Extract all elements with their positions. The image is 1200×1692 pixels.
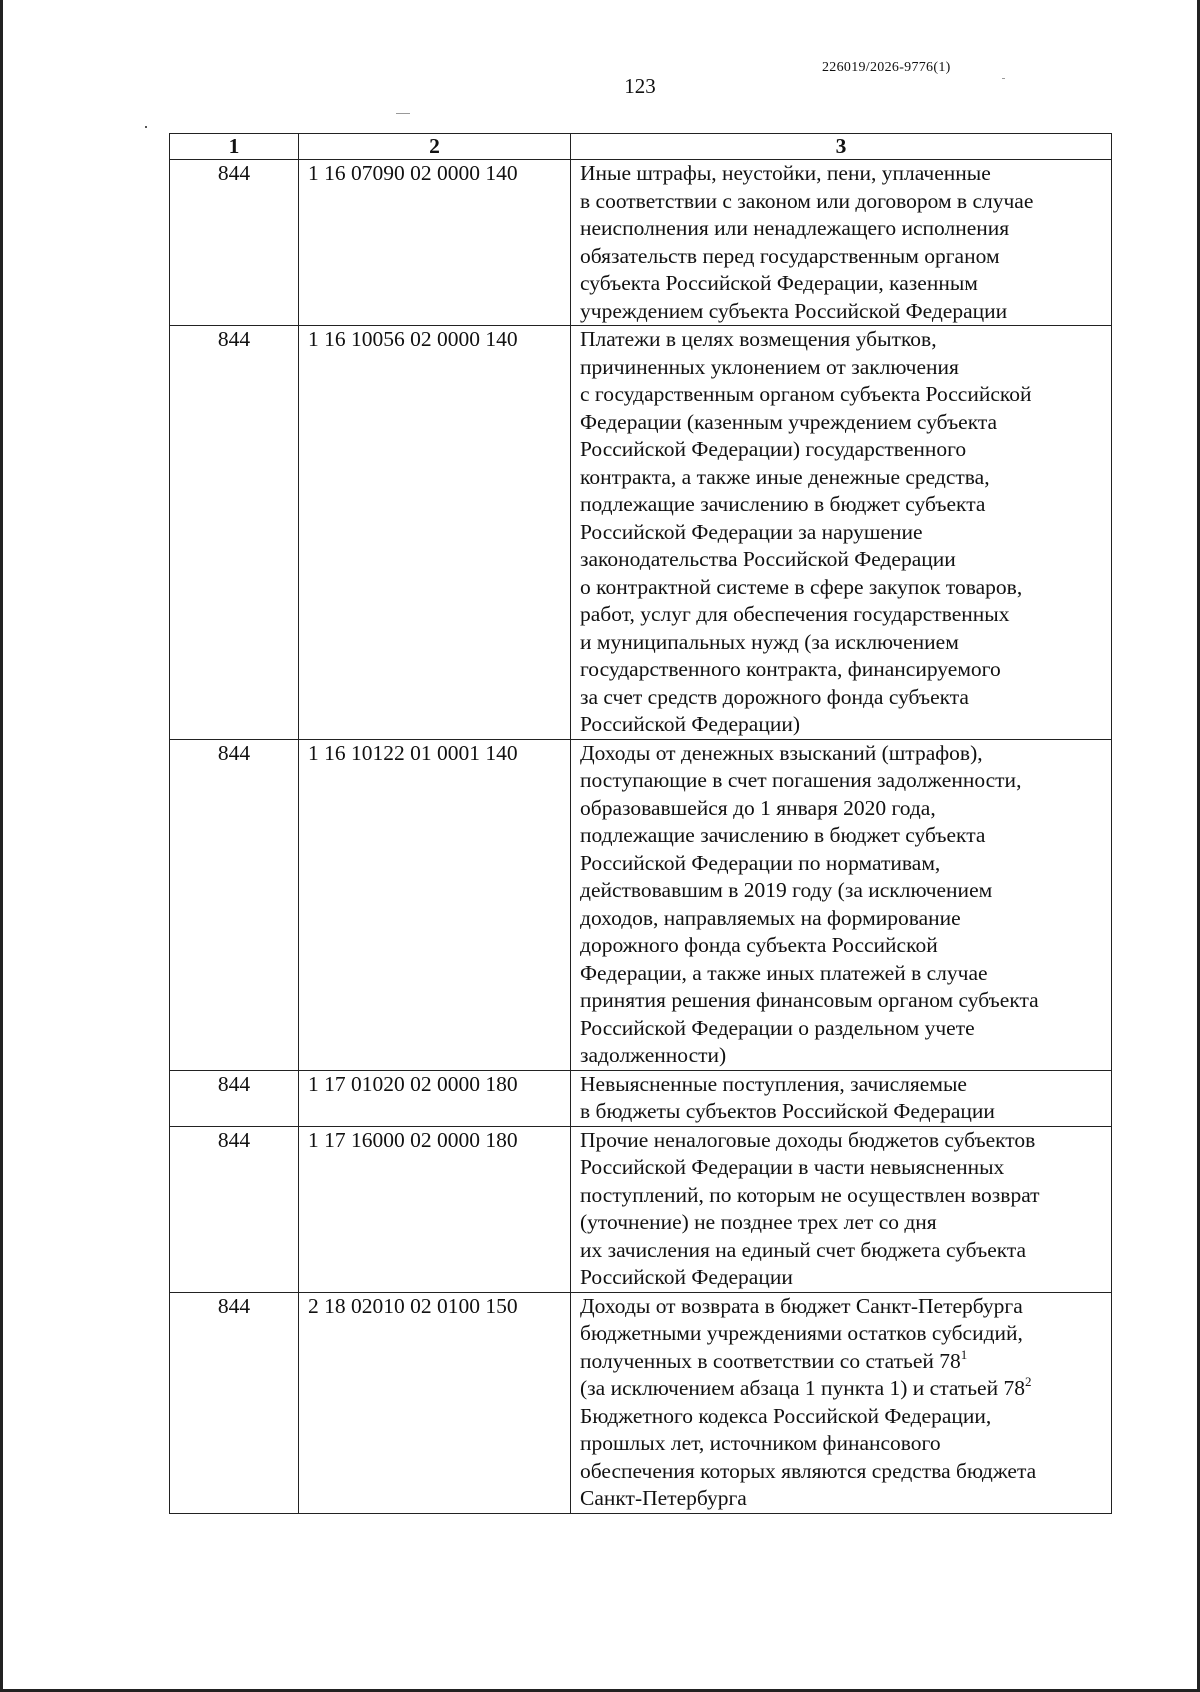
description-line-text: Российской Федерации по нормативам, [580, 850, 941, 875]
description-line-text: Российской Федерации) государственного [580, 437, 967, 461]
budget-codes-table [169, 133, 1112, 1514]
description-line [580, 1042, 1103, 1070]
description-line [580, 932, 1103, 960]
description-line-text: Доходы от денежных взысканий (штрафов), [580, 740, 983, 765]
description-line [580, 1430, 1103, 1458]
column-header-2: 2 [299, 134, 571, 160]
table-header-row [170, 134, 1112, 160]
revenue-description-cell [571, 160, 1112, 326]
administrator-code-cell: 844 [170, 326, 299, 740]
description-line-text: о контрактной системе в сфере закупок товаров, [580, 574, 1023, 599]
description-line [580, 436, 1103, 464]
description-line-text: подлежащие зачислению в бюджет субъекта [580, 492, 986, 516]
description-line [580, 1237, 1103, 1265]
article-superscript: 1 [960, 1346, 968, 1362]
description-line-text: доходов, направляемых на формирование [580, 905, 961, 930]
description-line-text: в соответствии с законом или договором в случае [580, 188, 1034, 213]
description-line [580, 767, 1103, 795]
description-line [580, 381, 1103, 409]
scan-speck [145, 126, 147, 128]
description-line-text: Российской Федерации [580, 1265, 793, 1289]
description-line [580, 1182, 1103, 1210]
description-line [580, 905, 1103, 933]
description-line-text: с государственным органом субъекта Российской [580, 382, 1032, 406]
description-line-text: Федерации (казенным учреждением субъекта [580, 409, 998, 434]
revenue-description-cell [571, 1070, 1112, 1126]
description-line-text: (уточнение) не позднее трех лет со дня [580, 1210, 937, 1234]
description-line-text: в бюджеты субъектов Российской Федерации [580, 1099, 995, 1123]
description-line-text: прошлых лет, источником финансового [580, 1431, 941, 1455]
table-row [170, 160, 1112, 326]
budget-classification-code-cell: 1 17 16000 02 0000 180 [299, 1126, 571, 1292]
description-line [580, 1015, 1103, 1043]
administrator-code-cell: 844 [170, 1292, 299, 1513]
page-number: 123 [624, 74, 656, 98]
article-superscript: 2 [1024, 1374, 1032, 1389]
description-line-text: Прочие неналоговые доходы бюджетов субъектов [580, 1127, 1036, 1152]
description-line-text: и муниципальных нужд (за исключением [580, 629, 959, 654]
table-row [170, 1070, 1112, 1126]
description-line [580, 298, 1103, 326]
description-line [580, 850, 1103, 878]
description-line-text: поступающие в счет погашения задолженности, [580, 768, 1022, 792]
description-line-text: контракта, а также иные денежные средства, [580, 464, 990, 489]
description-line-text: Российской Федерации о раздельном учете [580, 1015, 975, 1040]
description-line [580, 1485, 1103, 1513]
description-line-text: Иные штрафы, неустойки, пени, уплаченные [580, 161, 991, 185]
column-header-1: 1 [170, 134, 299, 160]
budget-classification-code-cell: 1 17 01020 02 0000 180 [299, 1070, 571, 1126]
description-line [580, 1209, 1103, 1237]
description-line [580, 574, 1103, 602]
description-line-text: учреждением субъекта Российской Федерации [580, 298, 1008, 323]
description-line [580, 1127, 1103, 1155]
description-line-text: Доходы от возврата в бюджет Санкт-Петербурга [580, 1293, 1023, 1318]
description-line-text: Невыясненные поступления, зачисляемые [580, 1071, 967, 1096]
description-line [580, 546, 1103, 574]
table-row [170, 326, 1112, 740]
description-line [580, 740, 1103, 768]
description-line-text: принятия решения финансовым органом субъекта [580, 988, 1039, 1012]
scan-speck [396, 113, 410, 114]
description-line-text: их зачисления на единый счет бюджета субъекта [580, 1237, 1027, 1262]
description-line-text: причиненных уклонением от заключения [580, 354, 959, 379]
description-line [580, 711, 1103, 739]
description-line-text: обязательств перед государственным органом [580, 243, 1000, 268]
revenue-description-cell [571, 326, 1112, 740]
description-line [580, 629, 1103, 657]
budget-classification-code-cell: 2 18 02010 02 0100 150 [299, 1292, 571, 1513]
administrator-code-cell: 844 [170, 739, 299, 1070]
description-line-text: Российской Федерации) [580, 712, 801, 736]
description-line [580, 1375, 1103, 1403]
document-registration-number: 226019/2026-9776(1) [822, 60, 951, 75]
description-line [580, 684, 1103, 712]
administrator-code-cell: 844 [170, 160, 299, 326]
description-line [580, 877, 1103, 905]
revenue-description-cell [571, 1292, 1112, 1513]
description-line [580, 822, 1103, 850]
description-line-text: работ, услуг для обеспечения государственных [580, 602, 1010, 626]
table-row [170, 1126, 1112, 1292]
column-header-3: 3 [571, 134, 1112, 160]
description-line [580, 188, 1103, 216]
description-line [580, 1071, 1103, 1099]
description-line [580, 1320, 1103, 1348]
description-line [580, 1154, 1103, 1182]
description-line-text: Бюджетного кодекса Российской Федерации, [580, 1403, 992, 1428]
description-line [580, 215, 1103, 243]
administrator-code-cell: 844 [170, 1070, 299, 1126]
revenue-description-cell [571, 739, 1112, 1070]
description-line [580, 160, 1103, 188]
budget-classification-code-cell: 1 16 10122 01 0001 140 [299, 739, 571, 1070]
description-line [580, 795, 1103, 823]
budget-classification-code-cell: 1 16 10056 02 0000 140 [299, 326, 571, 740]
description-line [580, 656, 1103, 684]
description-line-text: полученных в соответствии со статьей 78 [580, 1348, 961, 1373]
description-line [580, 270, 1103, 298]
description-line [580, 409, 1103, 437]
description-line [580, 1348, 1103, 1376]
description-line [580, 1403, 1103, 1431]
administrator-code-cell: 844 [170, 1126, 299, 1292]
description-line-text: поступлений, по которым не осуществлен возврат [580, 1182, 1040, 1207]
description-line-text: Российской Федерации в части невыясненных [580, 1155, 1005, 1179]
description-line [580, 987, 1103, 1015]
description-line [580, 1098, 1103, 1126]
description-line-text: неисполнения или ненадлежащего исполнения [580, 216, 1010, 240]
description-line [580, 491, 1103, 519]
description-line-text: Платежи в целях возмещения убытков, [580, 327, 937, 351]
description-line-text: действовавшим в 2019 году (за исключением [580, 878, 993, 902]
description-line-text: образовавшейся до 1 января 2020 года, [580, 795, 936, 820]
description-line [580, 601, 1103, 629]
description-line [580, 243, 1103, 271]
description-line-text: Санкт-Петербурга [580, 1486, 747, 1510]
description-line [580, 960, 1103, 988]
description-line [580, 1293, 1103, 1321]
description-line-text: задолженности) [580, 1043, 727, 1067]
description-line-text: Федерации, а также иных платежей в случае [580, 960, 988, 985]
description-line-text: субъекта Российской Федерации, казенным [580, 271, 978, 295]
table-body [170, 160, 1112, 1514]
description-line [580, 1264, 1103, 1292]
description-line-text: Российской Федерации за нарушение [580, 519, 923, 544]
description-line-text: (за исключением абзаца 1 пункта 1) и статьей 78 [580, 1376, 1025, 1400]
table-row [170, 1292, 1112, 1513]
revenue-description-cell [571, 1126, 1112, 1292]
description-line-text: обеспечения которых являются средства бюджета [580, 1458, 1037, 1483]
description-line-text: подлежащие зачислению в бюджет субъекта [580, 823, 986, 847]
description-line-text: законодательства Российской Федерации [580, 547, 956, 571]
description-line [580, 326, 1103, 354]
description-line [580, 354, 1103, 382]
description-line [580, 464, 1103, 492]
description-line-text: бюджетными учреждениями остатков субсидий, [580, 1321, 1023, 1345]
scan-edge-left [0, 0, 3, 1692]
table-row [170, 739, 1112, 1070]
budget-classification-code-cell: 1 16 07090 02 0000 140 [299, 160, 571, 326]
description-line [580, 519, 1103, 547]
description-line-text: дорожного фонда субъекта Российской [580, 933, 938, 957]
description-line-text: за счет средств дорожного фонда субъекта [580, 684, 969, 709]
description-line [580, 1458, 1103, 1486]
description-line-text: государственного контракта, финансируемого [580, 657, 1001, 681]
